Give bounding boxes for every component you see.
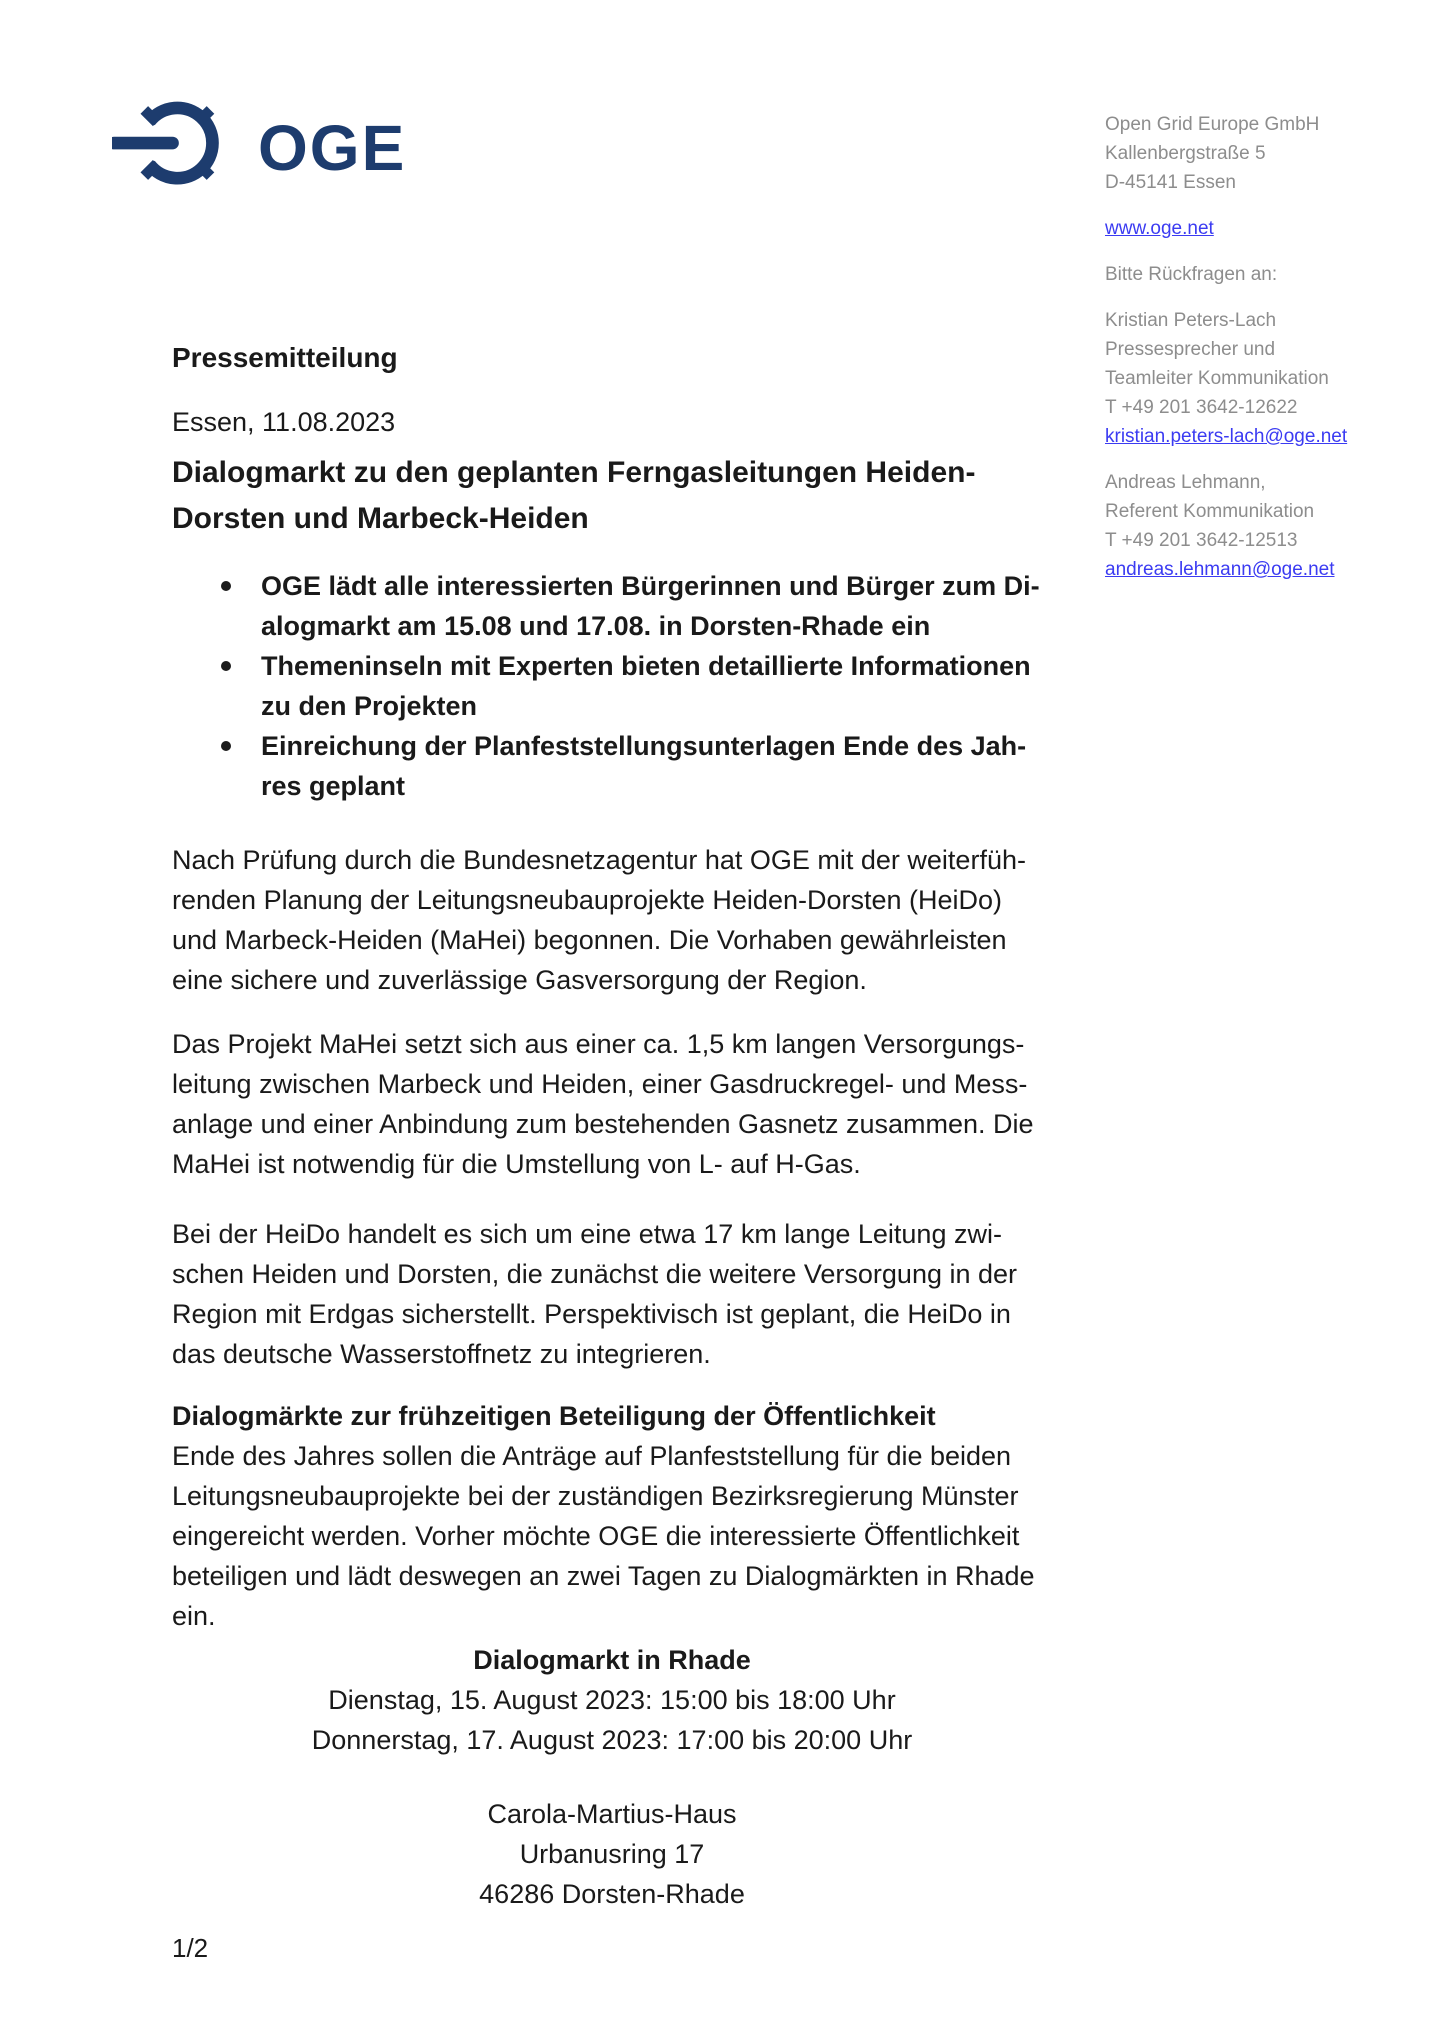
contact-name: Andreas Lehmann, <box>1105 472 1266 493</box>
contact-name: Kristian Peters-Lach <box>1105 310 1277 331</box>
contact-card <box>1105 468 1365 584</box>
website-link[interactable]: www.oge.net <box>1105 218 1214 239</box>
contact-role: Pressesprecher und Teamleiter Kommunikation <box>1105 339 1329 389</box>
section-subheading: Dialogmärkte zur frühzeitigen Beteiligung der Öffentlichkeit <box>172 1401 936 1431</box>
section <box>172 1396 1052 1636</box>
bullet-icon <box>221 741 231 751</box>
event-title: Dialogmarkt in Rhade <box>473 1645 751 1675</box>
list-item <box>172 566 1052 646</box>
body-paragraph: Ende des Jahres sollen die Anträge auf Planfeststellung für die beiden Leitungsneubauprojekte bei der zuständigen Bezirksregierung Münster eingereicht werden. Vorher möchte OGE die interessierte Öffentlichkeit beteiligen und lädt deswegen an zwei Tagen zu Dialogmärkten in Rhade ein. <box>172 1441 1035 1631</box>
oge-logo <box>112 96 406 194</box>
body-paragraph: Das Projekt MaHei setzt sich aus einer ca. 1,5 km langen Versorgungs- leitung zwischen Marbeck und Heiden, einer Gasdruckregel- und Mess- anlage und einer Anbindung zum bestehenden Gasnetz zusammen. Die MaHei ist notwendig für die Umstellung von L- auf H-Gas. <box>172 1029 1034 1179</box>
list-item-text: Einreichung der Planfeststellungsunterlagen Ende des Jah- res geplant <box>261 731 1027 801</box>
contact-phone: T +49 201 3642-12622 <box>1105 397 1298 418</box>
company-address: Open Grid Europe GmbH Kallenbergstraße 5 D-45141 Essen <box>1105 114 1320 193</box>
event-venue-address: Carola-Martius-Haus Urbanusring 17 46286 Dorsten-Rhade <box>479 1799 745 1909</box>
key-points-list <box>172 566 1052 806</box>
body-paragraph: Nach Prüfung durch die Bundesnetzagentur hat OGE mit der weiterfüh- renden Planung der Leitungsneubauprojekte Heiden-Dorsten (HeiDo) und Marbeck-Heiden (MaHei) begonnen. Die Vorhaben gewährleisten eine sichere und zuverlässige Gasversorgung der Region. <box>172 845 1026 995</box>
list-item <box>172 646 1052 726</box>
contact-email-link[interactable]: andreas.lehmann@oge.net <box>1105 559 1335 580</box>
bullet-icon <box>221 581 231 591</box>
oge-pipe-icon <box>112 96 234 194</box>
contact-card <box>1105 306 1365 451</box>
body-paragraph: Bei der HeiDo handelt es sich um eine etwa 17 km lange Leitung zwi- schen Heiden und Dorsten, die zunächst die weitere Versorgung in der Region mit Erdgas sicherstellt. Perspektivisch ist geplant, die HeiDo in das deutsche Wasserstoffnetz zu integrieren. <box>172 1219 1018 1369</box>
event-details <box>172 1640 1052 1760</box>
contact-sidebar <box>1105 110 1365 601</box>
document-type-label: Pressemitteilung <box>172 342 398 373</box>
contact-email-link[interactable]: kristian.peters-lach@oge.net <box>1105 426 1348 447</box>
list-item-text: Themeninseln mit Experten bieten detaillierte Informationen zu den Projekten <box>261 651 1031 721</box>
contact-role: Referent Kommunikation <box>1105 501 1315 522</box>
dateline: Essen, 11.08.2023 <box>172 407 396 437</box>
bullet-icon <box>221 661 231 671</box>
list-item <box>172 726 1052 806</box>
page-number: 1/2 <box>172 1933 209 1963</box>
list-item-text: OGE lädt alle interessierten Bürgerinnen und Bürger zum Di- alogmarkt am 15.08 und 17.08. in Dorsten-Rhade ein <box>261 571 1040 641</box>
oge-logo-text: OGE <box>258 112 407 184</box>
inquiries-label: Bitte Rückfragen an: <box>1105 264 1278 285</box>
contact-phone: T +49 201 3642-12513 <box>1105 530 1298 551</box>
headline: Dialogmarkt zu den geplanten Ferngasleitungen Heiden- Dorsten und Marbeck-Heiden <box>172 456 976 535</box>
event-schedule: Dienstag, 15. August 2023: 15:00 bis 18:00 Uhr Donnerstag, 17. August 2023: 17:00 bis 20:00 Uhr <box>311 1685 913 1755</box>
